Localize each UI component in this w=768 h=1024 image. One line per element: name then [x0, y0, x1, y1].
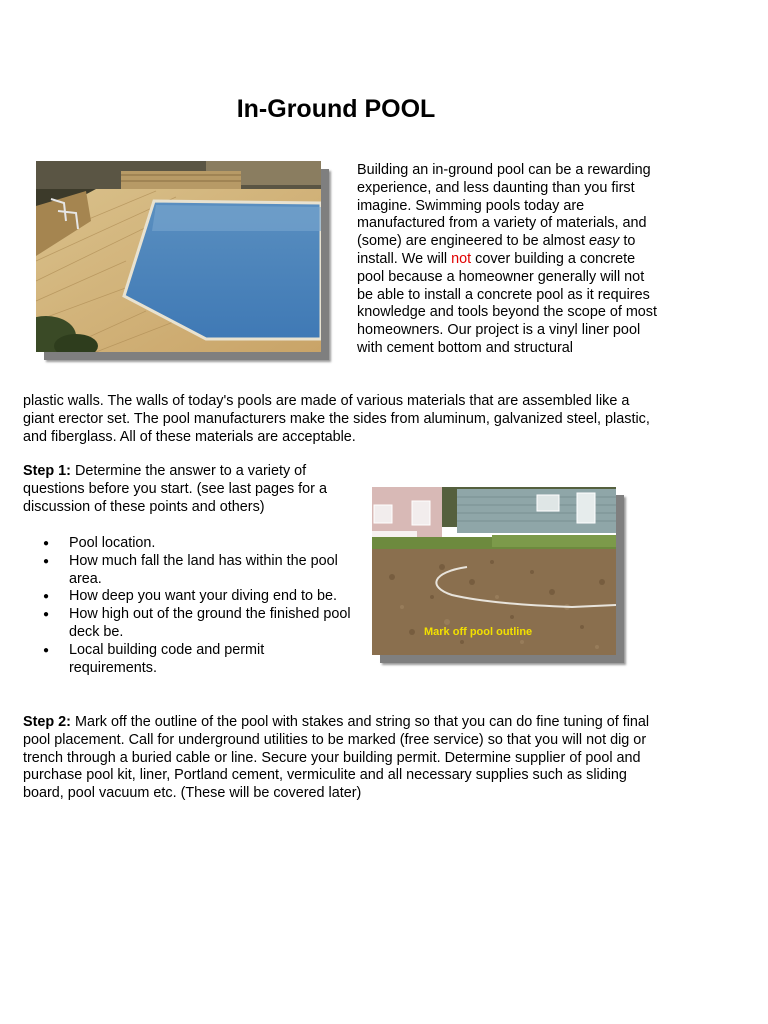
list-item-text: How deep you want your diving end to be.: [69, 588, 337, 605]
step-1-paragraph: [23, 463, 358, 516]
bullet-icon: ●: [43, 555, 50, 567]
step-1-label: Step 1:: [23, 463, 71, 479]
step-2-label: Step 2:: [23, 714, 71, 730]
page-title: In-Ground POOL: [236, 95, 436, 123]
step-1-text: Determine the answer to a variety of questions before you start. (see last pages for a discussion of these points and others): [23, 463, 327, 515]
bullet-icon: ●: [43, 591, 50, 603]
list-item-text: Local building code and permit requirements.: [69, 641, 265, 676]
intro-not-emphasis: not: [451, 250, 472, 267]
step-1-list: [23, 535, 353, 677]
list-item-text: Pool location.: [69, 535, 156, 551]
pool-deck-photo: [36, 161, 321, 352]
yard-outline-photo: [372, 487, 616, 655]
intro-easy-emphasis: easy: [588, 233, 620, 250]
step-2-text: Mark off the outline of the pool with stakes and string so that you can do fine tuning of final pool placement. Call for underground utilities to be marked (free service) so that you will not dig or trench through a buried cable or line. Secure your building permit. Determine supplier of pool and purchase pool kit, liner, Portland cement, vermiculite and all necessary supplies such as sliding board, pool vacuum etc. (These will be covered later): [23, 714, 650, 802]
bullet-icon: ●: [43, 644, 50, 656]
intro-text-1: Building an in-ground pool can be a rewarding experience, and less daunting than you first imagine. Swimming pools today are manufactured from a variety of materials, and (some) are engineered to be almost: [357, 162, 651, 250]
bullet-icon: ●: [43, 609, 50, 621]
list-item: [23, 642, 353, 678]
list-item: [23, 553, 353, 589]
intro-paragraph: [357, 162, 657, 358]
list-item-text: How much fall the land has within the pool area.: [69, 552, 338, 587]
bullet-icon: ●: [43, 538, 50, 549]
intro-continuation: plastic walls. The walls of today's pools are made of various materials that are assembled like a giant erector set. The pool manufacturers make the sides from aluminum, galvanized steel, plastic, and fiberglass. All of these materials are acceptable.: [23, 393, 650, 445]
list-item: [23, 535, 353, 553]
intro-text-3: cover building a concrete pool because a homeowner generally will not be able to install a concrete pool as it requires knowledge and tools beyond the scope of most homeowners. Our project is a vinyl liner pool with cement bottom and structural: [357, 250, 658, 356]
list-item-text: How high out of the ground the finished pool deck be.: [69, 606, 351, 640]
list-item: [23, 588, 353, 606]
intro-text-2: to install. We will: [357, 233, 636, 267]
step-2-paragraph: [23, 714, 663, 803]
list-item: [23, 606, 353, 642]
photo-caption: Mark off pool outline: [424, 626, 533, 638]
